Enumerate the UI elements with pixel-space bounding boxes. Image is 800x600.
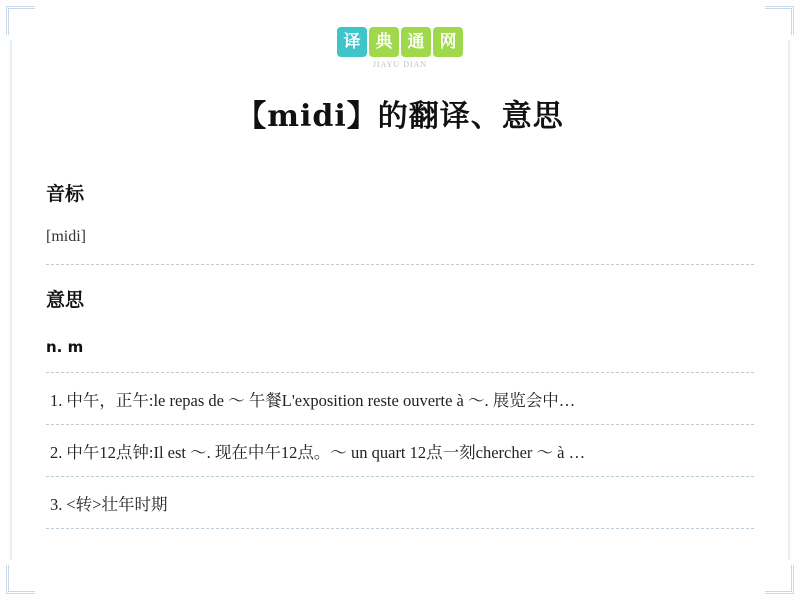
- sense-text: 中午12点钟:Il est ～. 现在中午12点。～ un quart 12点一刻chercher ～ à …: [66, 443, 586, 462]
- logo-subtitle: JIAYU DIAN: [372, 60, 428, 69]
- section-heading-phonetic: 音标: [46, 183, 85, 205]
- sense-text: <转>壮年时期: [66, 495, 168, 514]
- divider: [46, 528, 754, 529]
- page-title: 【midi】的翻译、意思: [236, 99, 564, 134]
- list-item: [46, 425, 754, 476]
- logo-tile: 典: [369, 27, 399, 57]
- divider: [46, 264, 754, 265]
- logo-tiles: [336, 27, 464, 57]
- site-logo[interactable]: [46, 0, 754, 69]
- logo-tile: 通: [401, 27, 431, 57]
- logo-tile: 译: [337, 27, 367, 57]
- sense-number: 1.: [50, 391, 63, 410]
- part-of-speech: n. m: [46, 338, 84, 356]
- logo-tile: 网: [433, 27, 463, 57]
- list-item: [46, 373, 754, 424]
- section-heading-meaning: 意思: [46, 289, 85, 311]
- sense-number: 3.: [50, 495, 63, 514]
- phonetic-value: [midi]: [46, 228, 86, 245]
- sense-text: 中午，正午:le repas de ～ 午餐L'exposition reste ouverte à ～. 展览会中…: [66, 391, 576, 410]
- list-item: [46, 477, 754, 528]
- sense-number: 2.: [50, 443, 63, 462]
